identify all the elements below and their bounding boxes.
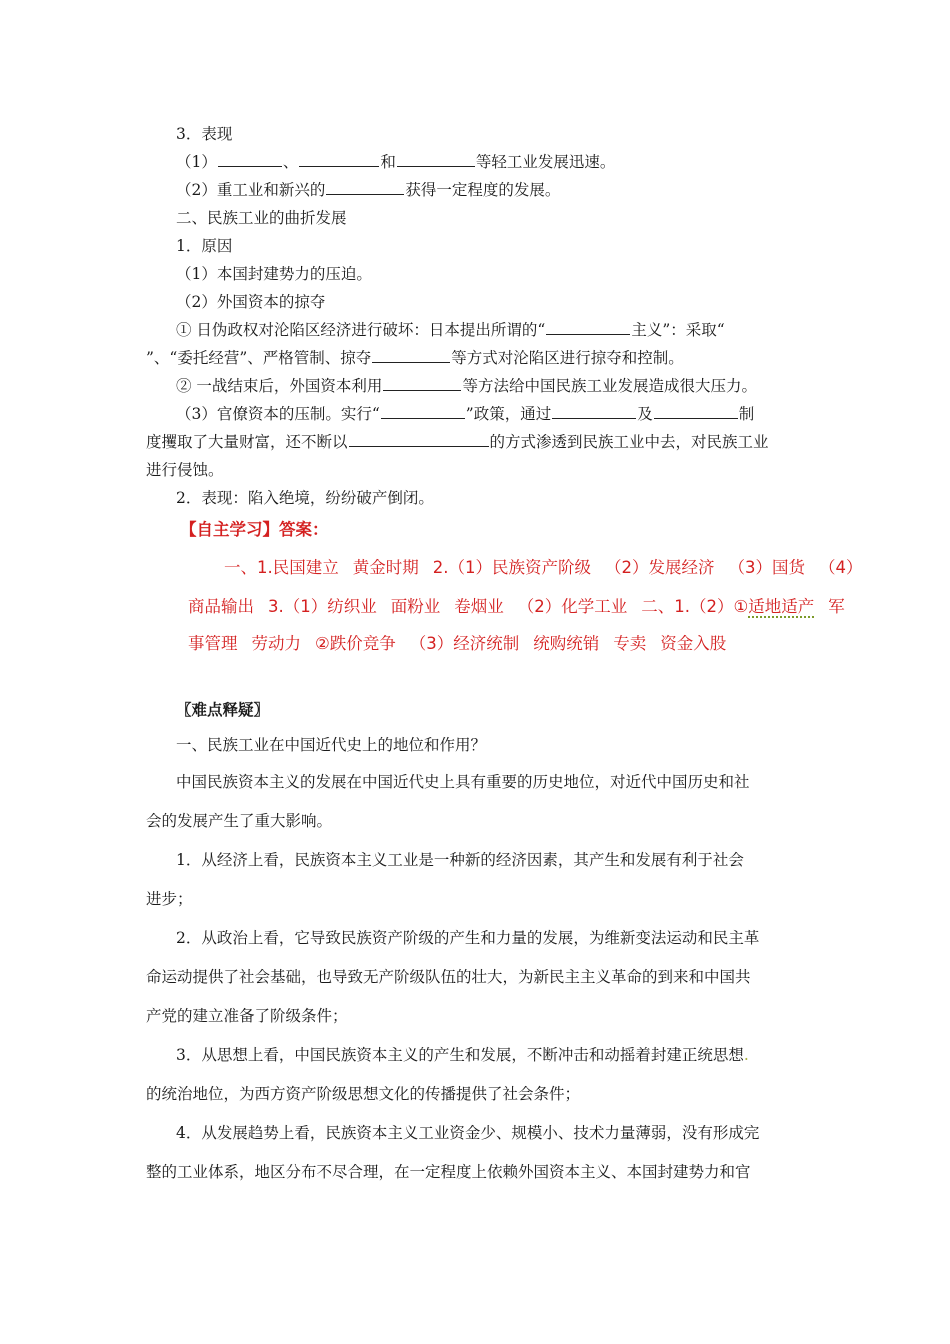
blank: [654, 404, 738, 419]
paragraph-3-line-2: 命运动提供了社会基础，也导致无产阶级队伍的壮大，为新民主主义革命的到来和中国共: [146, 968, 751, 986]
paragraph-4-line-2: 的统治地位，为西方资产阶级思想文化的传播提供了社会条件；: [146, 1085, 581, 1103]
paragraph-4-line-1: 3．从思想上看，中国民族资本主义的产生和发展，不断冲击和动摇着封建正统思想.: [176, 1046, 749, 1064]
answers-row-1: 一、1.民国建立 黄金时期 2.（1）民族资产阶级 （2）发展经济 （3）国货 （4）: [224, 558, 863, 577]
blank: [546, 320, 630, 335]
reason-3-cont: 度攫取了大量财富，还不断以 的方式渗透到民族工业中去，对民族工业: [146, 433, 769, 451]
reason-2-circle-2: ② 一战结束后，外国资本利用 等方法给中国民族工业发展造成很大压力。: [176, 377, 757, 395]
blank: [552, 404, 636, 419]
performance-item-2: （2）重工业和新兴的 获得一定程度的发展。: [176, 181, 561, 199]
blank: [299, 152, 379, 167]
answers-row-2: 商品输出 3.（1）纺织业 面粉业 卷烟业 （2）化学工业 二、1.（2）①适地适产 军: [188, 597, 845, 616]
section-title-performance: 3．表现: [176, 125, 233, 143]
paragraph-2-line-2: 进步；: [146, 890, 193, 908]
blank: [397, 152, 475, 167]
paragraph-3-line-3: 产党的建立准备了阶级条件；: [146, 1007, 348, 1025]
blank: [326, 180, 404, 195]
paragraph-3-line-1: 2．从政治上看，它导致民族资产阶级的产生和力量的发展，为维新变法运动和民主革: [176, 929, 760, 947]
difficulty-heading: 〖难点释疑〗: [176, 700, 270, 719]
reason-title: 1．原因: [176, 237, 233, 255]
blank: [381, 404, 465, 419]
paragraph-2-line-1: 1．从经济上看，民族资本主义工业是一种新的经济因素，其产生和发展有利于社会: [176, 851, 744, 869]
blank: [218, 152, 282, 167]
reason-1: （1）本国封建势力的压迫。: [176, 265, 372, 283]
paragraph-1-line-2: 会的发展产生了重大影响。: [146, 812, 333, 830]
answers-heading: 【自主学习】答案：: [180, 520, 329, 539]
result-line: 2．表现：陷入绝境，纷纷破产倒闭。: [176, 489, 434, 507]
reason-3: （3）官僚资本的压制。实行“ ”政策，通过 及 制: [176, 405, 755, 423]
blank: [383, 376, 461, 391]
paragraph-1-line-1: 中国民族资本主义的发展在中国近代史上具有重要的历史地位，对近代中国历史和社: [176, 773, 750, 791]
paragraph-5-line-1: 4．从发展趋势上看，民族资本主义工业资金少、规模小、技术力量薄弱，没有形成完: [176, 1124, 760, 1142]
paragraph-5-line-2: 整的工业体系，地区分布不尽合理，在一定程度上依赖外国资本主义、本国封建势力和官: [146, 1163, 751, 1181]
reason-2-circle-1: ① 日伪政权对沦陷区经济进行破坏：日本提出所谓的“ 主义”：采取“: [176, 321, 725, 339]
answers-row-3: 事管理 劳动力 ②跌价竞争 （3）经济统制 统购统销 专卖 资金入股: [188, 634, 727, 653]
blank: [349, 432, 489, 447]
difficulty-question-1: 一、民族工业在中国近代史上的地位和作用？: [176, 736, 487, 754]
reason-2: （2）外国资本的掠夺: [176, 293, 326, 311]
reason-2-circle-1-cont: ”、“委托经营”、严格管制、掠夺 等方式对沦陷区进行掠夺和控制。: [146, 349, 684, 367]
blank: [372, 348, 450, 363]
part2-title: 二、民族工业的曲折发展: [176, 209, 347, 227]
reason-3-end: 进行侵蚀。: [146, 461, 224, 479]
performance-item-1: （1） 、 和 等轻工业发展迅速。: [176, 153, 616, 171]
